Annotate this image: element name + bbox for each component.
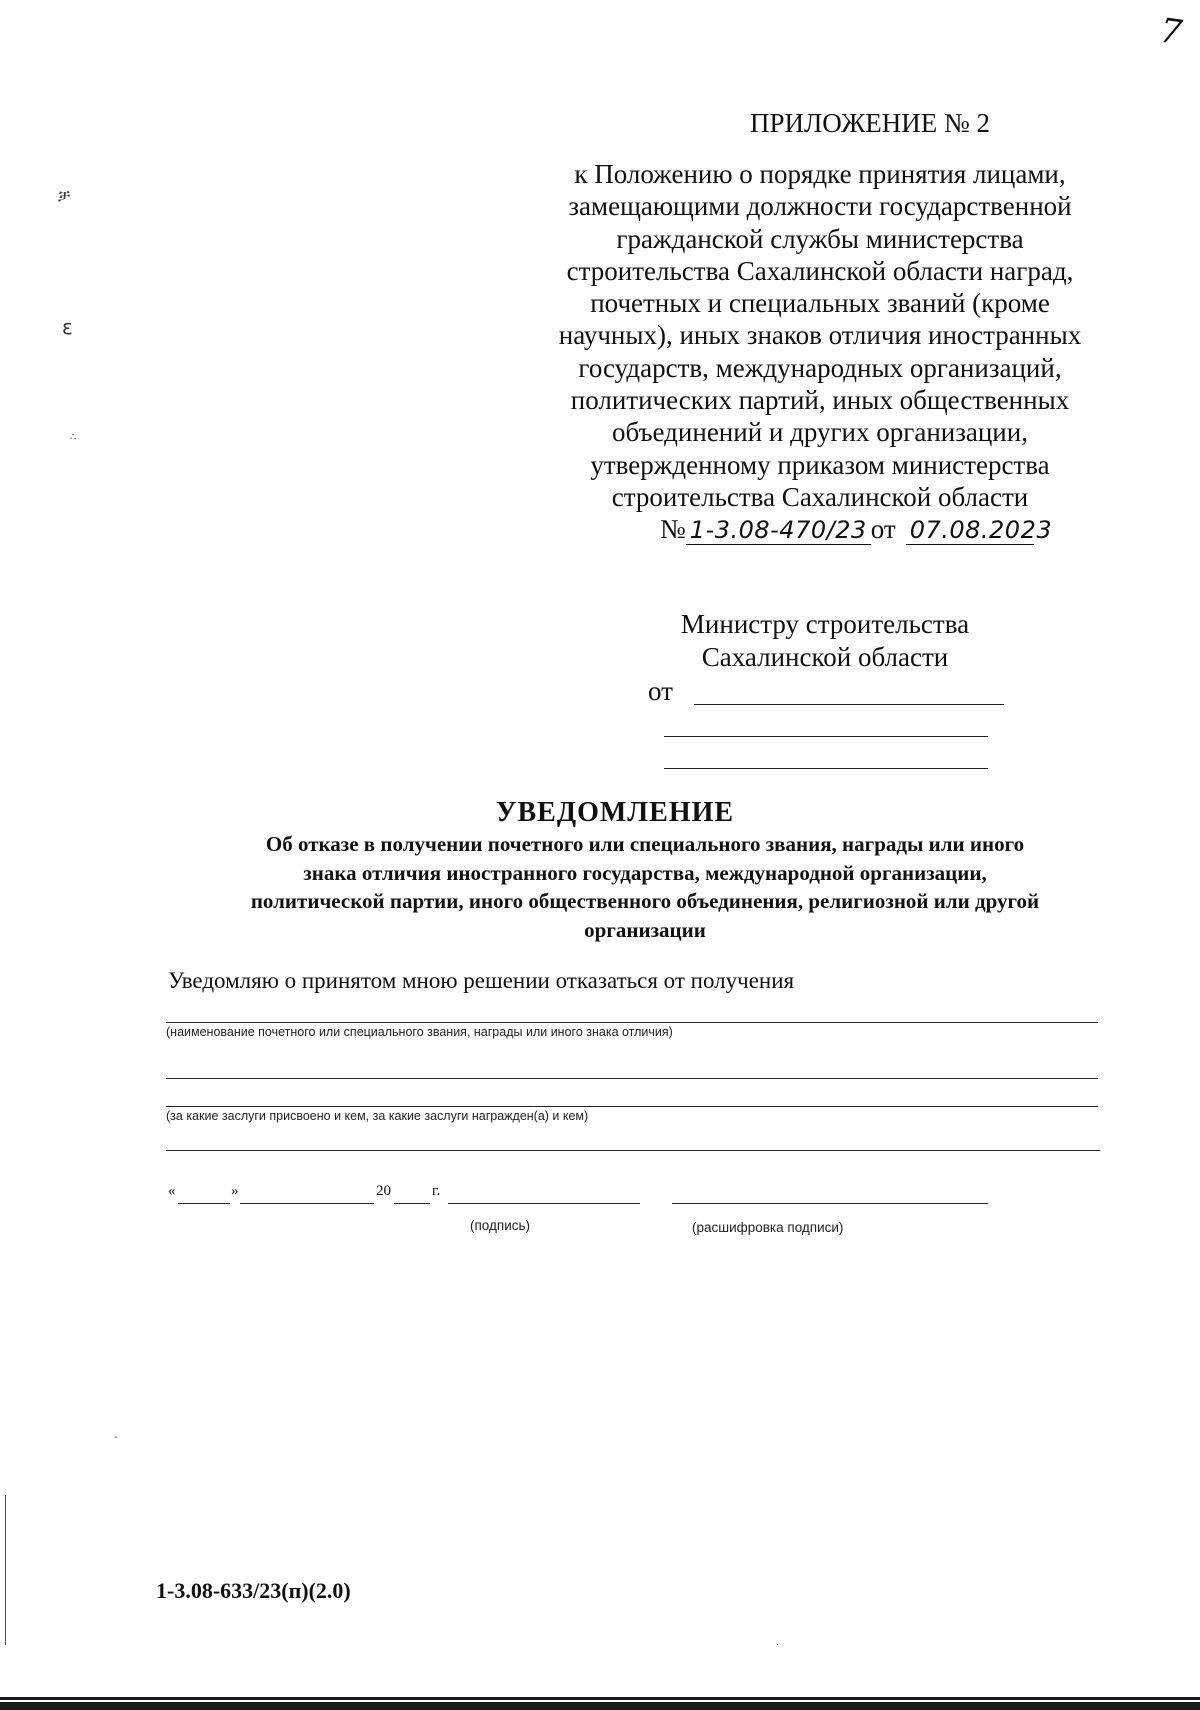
signature-caption: (подпись) <box>470 1218 531 1233</box>
appendix-line: почетных и специальных званий (кроме <box>590 288 1050 319</box>
order-date: 07.08.2023 <box>906 516 1034 545</box>
day-field-line[interactable] <box>178 1203 230 1204</box>
addressee-line: Министру строительства <box>680 609 970 639</box>
scan-bottom-edge-gap <box>0 1700 1200 1702</box>
award-name-field-line[interactable] <box>166 1022 1098 1023</box>
notice-subtitle-line: знака отличия иностранного государства, международной организации, <box>303 860 987 885</box>
from-field-line[interactable] <box>694 704 1004 705</box>
from-field-line[interactable] <box>664 736 988 737</box>
appendix-line: объединений и других организации, <box>612 417 1028 448</box>
appendix-line: научных), иных знаков отличия иностранных <box>558 320 1082 351</box>
scan-mark: ε <box>62 315 73 339</box>
scan-mark: - <box>114 1432 118 1443</box>
scan-mark: · <box>776 1640 780 1651</box>
notice-subtitle-line: Об отказе в получении почетного или специального звания, награды или иного <box>265 832 1025 856</box>
year-prefix: 20 <box>376 1183 391 1199</box>
appendix-title: ПРИЛОЖЕНИЕ № 2 <box>749 108 991 138</box>
appendix-line: строительства Сахалинской области <box>611 481 1029 512</box>
scan-mark: ∴ <box>70 432 77 443</box>
merits-field-line[interactable] <box>166 1106 1098 1107</box>
order-number: 1-3.08-470/23 <box>686 516 871 545</box>
merits-field-line[interactable] <box>166 1150 1100 1151</box>
notice-body-text: Уведомляю о принятом мною решении отказаться от получения <box>168 968 795 993</box>
appendix-text <box>540 158 1100 513</box>
merits-caption: (за какие заслуги присвоено и кем, за какие заслуги награжден(а) и кем) <box>166 1109 589 1123</box>
signature-field-line[interactable] <box>448 1203 640 1204</box>
date-signature-row <box>168 1183 176 1200</box>
quote-open: « <box>168 1183 176 1199</box>
appendix-line: политических партий, иных общественных <box>570 385 1070 416</box>
page-number: 7 <box>1157 10 1185 54</box>
appendix-line: строительства Сахалинской области наград, <box>566 255 1074 286</box>
appendix-line: гражданской службы министерства <box>616 223 1024 254</box>
award-name-field-line[interactable] <box>166 1078 1098 1079</box>
scan-mark: ቻ <box>58 186 71 205</box>
addressee-line: Сахалинской области <box>701 642 949 672</box>
from-label: от <box>648 676 673 706</box>
month-field-line[interactable] <box>240 1203 374 1204</box>
approval-order-line <box>660 514 1053 545</box>
year-field-line[interactable] <box>394 1203 430 1204</box>
signature-decoding-caption: (расшифровка подписи) <box>692 1220 844 1235</box>
appendix-line: утвержденному приказом министерства <box>590 449 1050 480</box>
date-prefix: от <box>870 514 896 544</box>
notice-subtitle-line: организации <box>584 917 706 942</box>
from-field-line[interactable] <box>664 768 988 769</box>
notice-title: УВЕДОМЛЕНИЕ <box>495 797 735 828</box>
document-code: 1-3.08-633/23(п)(2.0) <box>156 1578 351 1603</box>
scan-bottom-edge <box>0 1697 1200 1710</box>
notice-subtitle <box>180 830 1110 944</box>
appendix-line: государств, международных организаций, <box>578 352 1062 383</box>
addressee-block <box>640 608 1010 674</box>
year-suffix: г. <box>432 1183 441 1199</box>
award-name-caption: (наименование почетного или специального звания, награды или иного знака отличия) <box>166 1025 673 1039</box>
signature-decoding-field-line[interactable] <box>672 1203 988 1204</box>
appendix-line: замещающими должности государственной <box>568 191 1072 222</box>
appendix-line: к Положению о порядке принятия лицами, <box>574 159 1066 189</box>
quote-close: » <box>231 1183 239 1199</box>
scan-edge-line <box>5 1495 6 1645</box>
number-sign: № <box>660 514 686 544</box>
notice-subtitle-line: политической партии, иного общественного объединения, религиозной или другой <box>250 889 1040 913</box>
